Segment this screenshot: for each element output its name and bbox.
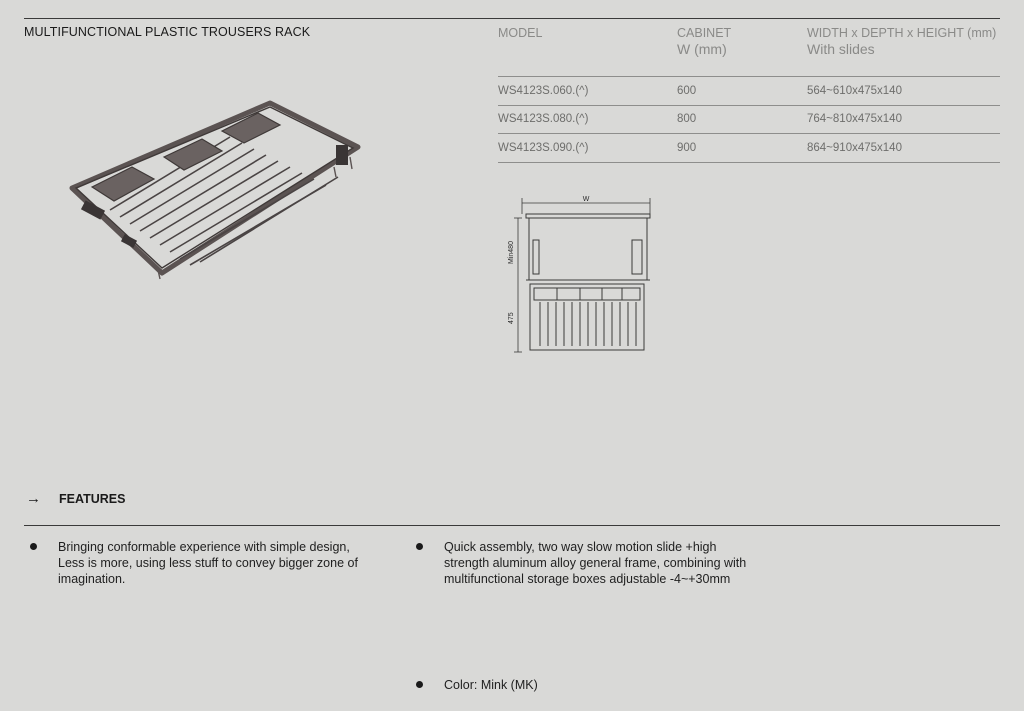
header-dims-sub: With slides (807, 41, 875, 57)
table-rule (498, 76, 1000, 77)
features-heading-label: FEATURES (59, 491, 126, 506)
row-2-dims: 764~810x475x140 (807, 113, 902, 125)
row-2-cabinet: 800 (677, 113, 697, 125)
row-3-cabinet: 900 (677, 142, 697, 154)
table-rule (498, 162, 1000, 163)
header-model: MODEL (498, 26, 543, 40)
drawer-rods (540, 302, 636, 346)
page-title: MULTIFUNCTIONAL PLASTIC TROUSERS RACK (24, 25, 311, 39)
dimension-diagram (502, 188, 682, 358)
feature-item-1: Bringing conformable experience with simple design, Less is more, using less stuff to convey bigger zone of imagination. (58, 540, 358, 586)
feature-item-2: Quick assembly, two way slow motion slide +high strength aluminum alloy general frame, combining with multifunctional storage boxes adjustable -4~+30mm (444, 540, 747, 586)
header-dims (807, 25, 996, 57)
bullet-icon (416, 543, 423, 550)
features-rule (24, 525, 1000, 526)
row-2-model: WS4123S.080.(^) (498, 113, 589, 125)
row-3-model: WS4123S.090.(^) (498, 142, 589, 154)
height-label: Min480 (508, 241, 515, 264)
row-3-dims: 864~910x475x140 (807, 142, 902, 154)
bullet-icon (30, 543, 37, 550)
arrow-right-icon: → (26, 490, 41, 507)
features-heading (26, 490, 125, 507)
trousers-rack-image (62, 95, 372, 285)
top-rule-right (498, 18, 1000, 19)
storage-boxes (92, 113, 280, 201)
header-cabinet-unit: W (mm) (677, 41, 727, 57)
row-1-dims: 564~610x475x140 (807, 85, 902, 97)
bullet-icon (416, 681, 423, 688)
header-cabinet (677, 25, 731, 57)
table-rule (498, 133, 1000, 134)
feature-item-3: Color: Mink (MK) (444, 678, 538, 692)
top-rule-left (24, 18, 500, 19)
header-cabinet-label: CABINET (677, 26, 732, 40)
row-1-cabinet: 600 (677, 85, 697, 97)
row-1-model: WS4123S.060.(^) (498, 85, 589, 97)
width-label: W (582, 196, 590, 203)
table-rule (498, 105, 1000, 106)
header-dims-label: WIDTH x DEPTH x HEIGHT (mm) (807, 26, 997, 40)
depth-label: 475 (508, 312, 515, 324)
